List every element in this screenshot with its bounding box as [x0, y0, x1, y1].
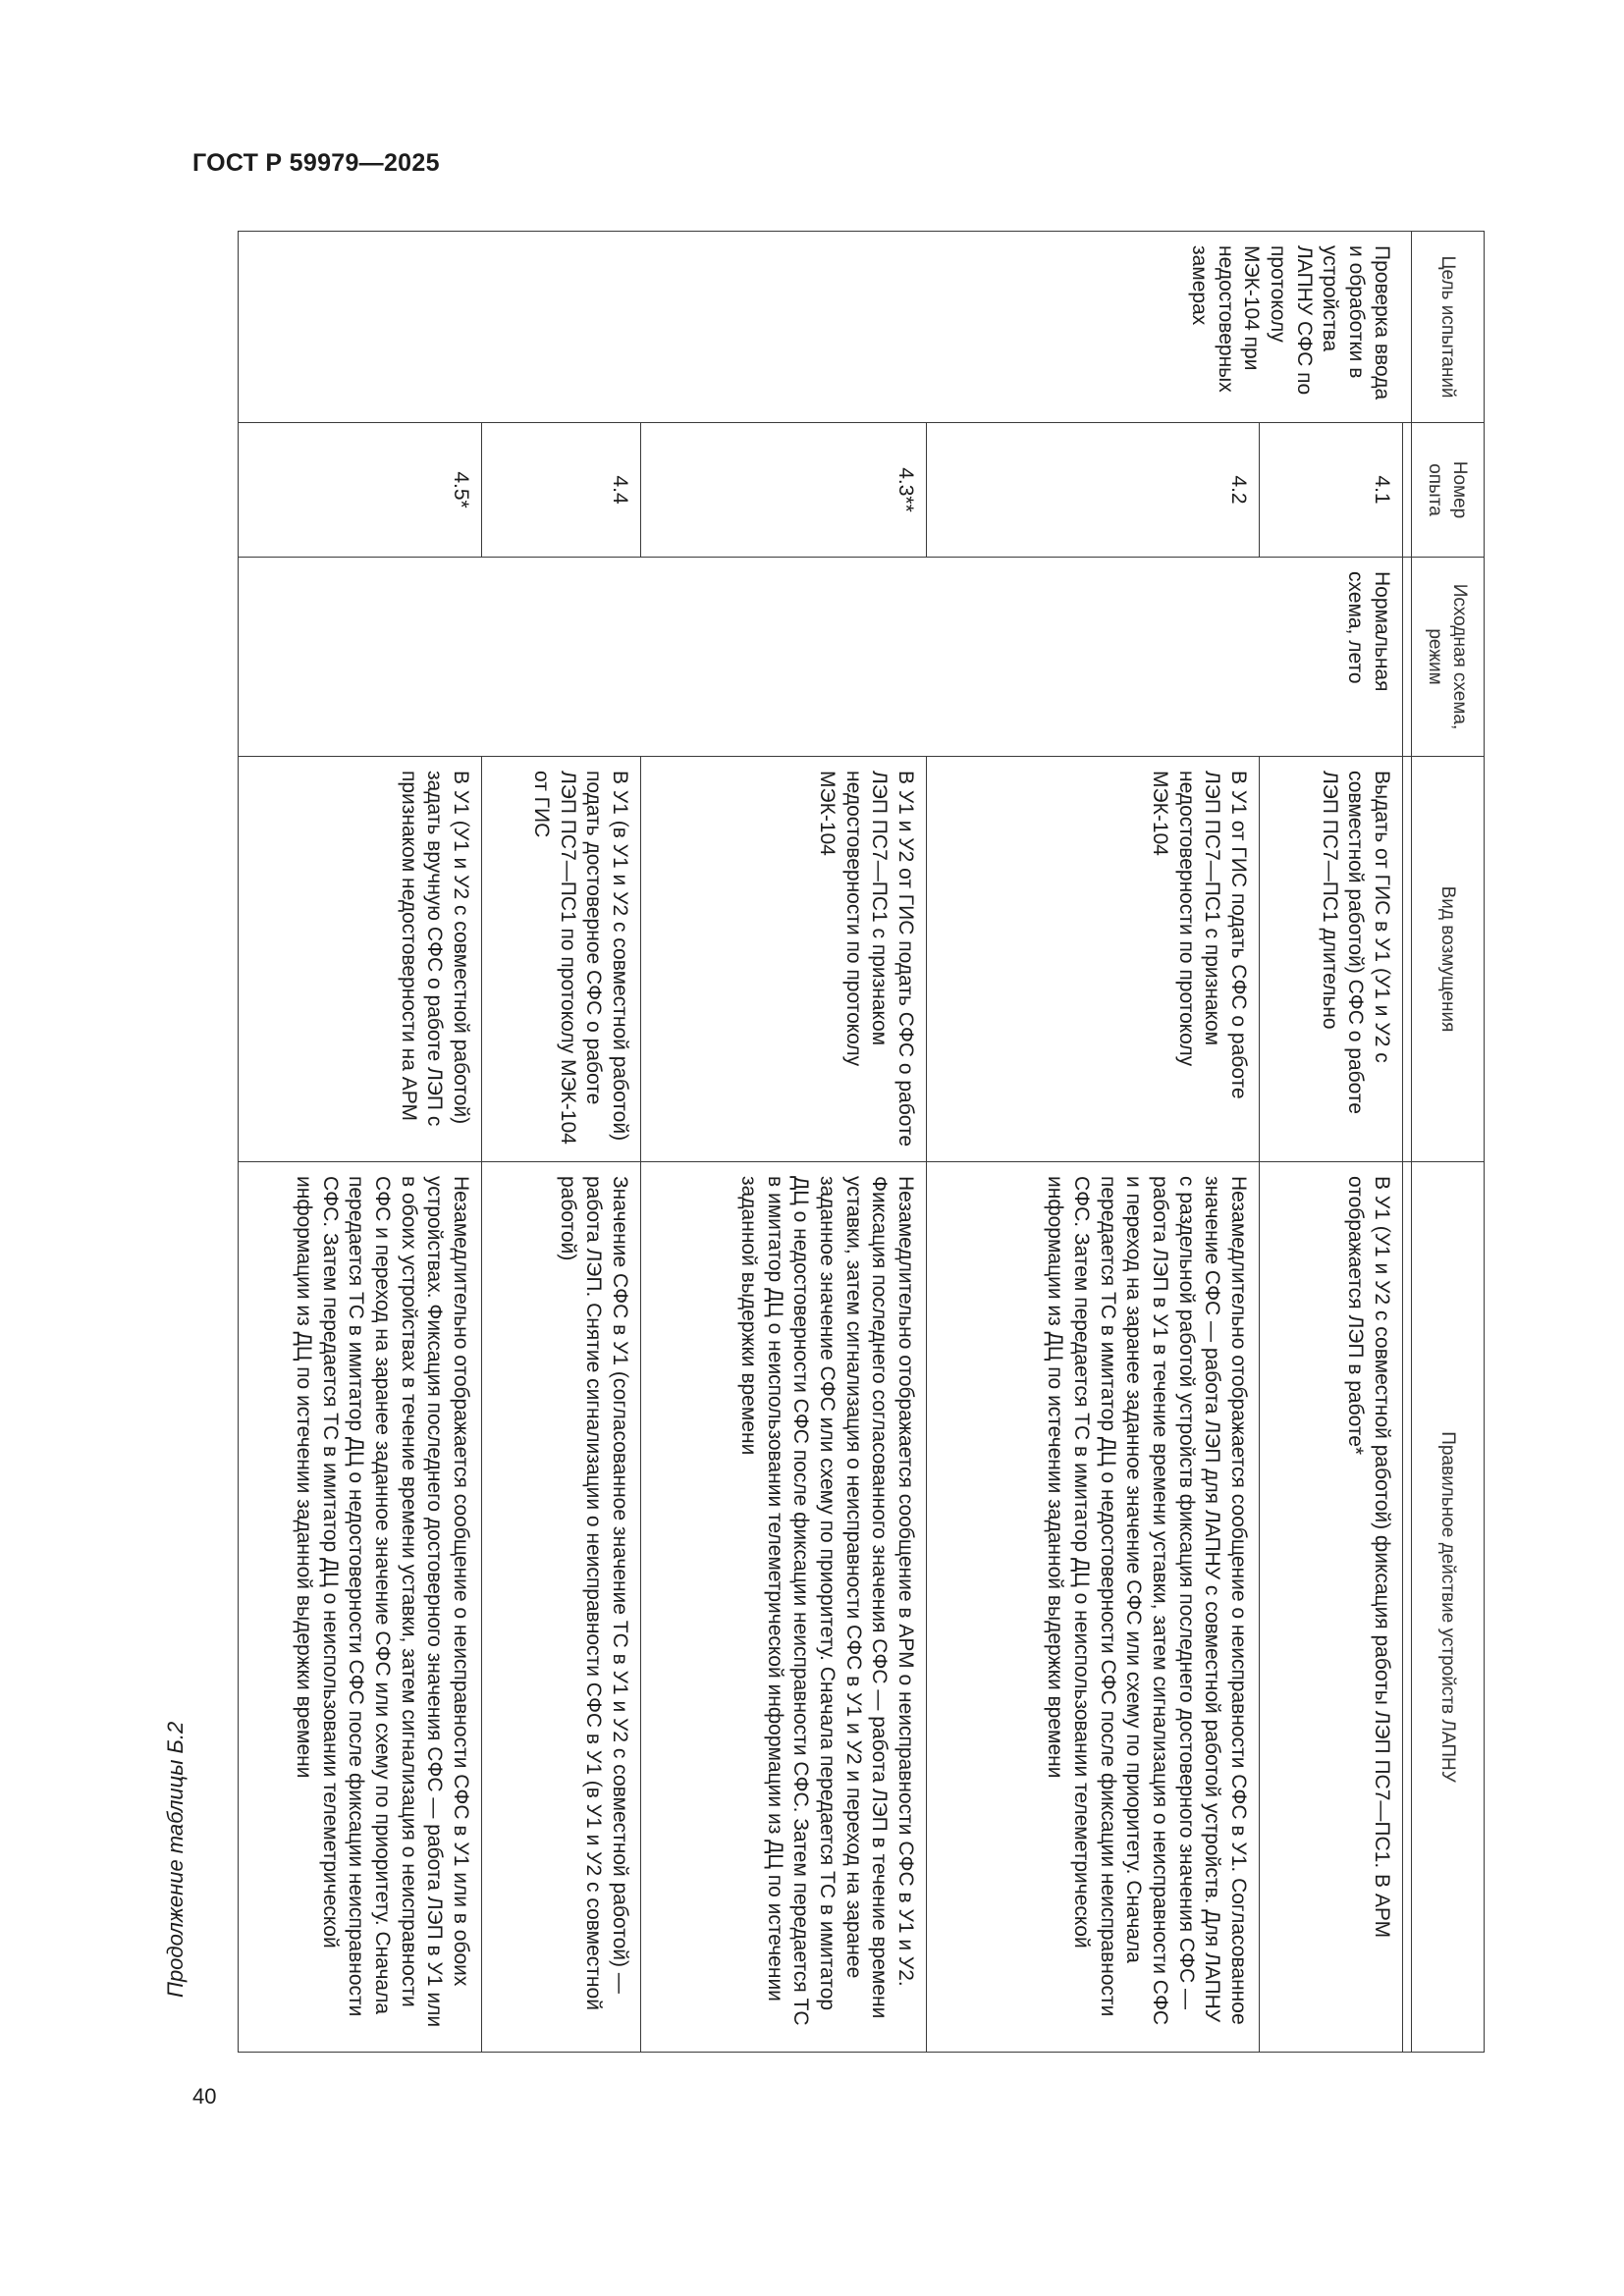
test-number: 4.3**	[641, 423, 927, 558]
table-row	[1260, 232, 1403, 2053]
table-row	[927, 232, 1260, 2053]
spacer-cell	[1403, 232, 1412, 423]
test-number: 4.5*	[239, 423, 482, 558]
spacer-cell	[1403, 757, 1412, 1162]
disturbance-cell: В У1 от ГИС подать СФС о работе ЛЭП ПС7—ПС1 с признаком недостоверности по протоколу МЭК-104	[927, 757, 1260, 1162]
header-number: Номер опыта	[1412, 423, 1485, 558]
spacer-cell	[1403, 558, 1412, 757]
table-row	[641, 232, 927, 2053]
action-cell: Незамедлительно отображается сообщение о неисправности СФС в У1 или в обоих устройствах. Фиксация последнего достоверного значения СФС — работа ЛЭП в У1 или в обоих устройствах в течение времени уставки, затем сигнализация о неисправности СФС и переход на заранее заданное значение СФС или схему по приоритету. Сначала передается ТС в имитатор ДЦ о недостоверности СФС после фиксации неисправности СФС. Затем передается ТС в имитатор ДЦ о неиспользовании телеметрической информации из ДЦ по истечении заданной выдержки времени	[239, 1162, 482, 2053]
header-scheme: Исходная схема, режим	[1412, 558, 1485, 757]
action-cell: Значение СФС в У1 (согласованное значение ТС в У1 и У2 с совместной работой) — работа ЛЭП. Снятие сигнализации о неисправности СФС в У1 (в У1 и У2 с совместной работой)	[482, 1162, 641, 2053]
header-disturbance: Вид возмущения	[1412, 757, 1485, 1162]
header-spacer-row	[1403, 232, 1412, 2053]
table-row	[239, 232, 482, 2053]
spacer-cell	[1403, 1162, 1412, 2053]
disturbance-cell: В У1 (в У1 и У2 с совместной работой) подать достоверное СФС о работе ЛЭП ПС7—ПС1 по протоколу МЭК-104 от ГИС	[482, 757, 641, 1162]
table-header-row	[1412, 232, 1485, 2053]
test-table	[238, 231, 1485, 2053]
header-goal: Цель испытаний	[1412, 232, 1485, 423]
goal-cell: Проверка ввода и обработки в устройства ЛАПНУ СФС по протоколу МЭК-104 при недостоверных замерах	[239, 232, 1403, 423]
page-number: 40	[192, 2084, 217, 2109]
action-cell: Незамедлительно отображается сообщение в АРМ о неисправности СФС в У1 и У2. Фиксация последнего согласованного значения СФС — работа ЛЭП в течение времени уставки, затем сигнализация о неисправности СФС в У1 и У2 и переход на заранее заданное значение СФС или схему по приоритету. Сначала передается ТС в имитатор ДЦ о недостоверности СФС после фиксации неисправности СФС. Затем передается ТС в имитатор ДЦ о неиспользовании телеметрической информации из ДЦ по истечении заданной выдержки времени	[641, 1162, 927, 2053]
disturbance-cell: В У1 (У1 и У2 с совместной работой) задать вручную СФС о работе ЛЭП с признаком недостоверности на АРМ	[239, 757, 482, 1162]
document-title: ГОСТ Р 59979—2025	[192, 149, 440, 177]
test-number: 4.4	[482, 423, 641, 558]
spacer-cell	[1403, 423, 1412, 558]
rotated-table-container	[240, 231, 1485, 2052]
scheme-cell: Нормальная схема, лето	[239, 558, 1403, 757]
disturbance-cell: Выдать от ГИС в У1 (У1 и У2 с совместной работой) СФС о работе ЛЭП ПС7—ПС1 длительно	[1260, 757, 1403, 1162]
table-continuation-label: Продолжение таблицы Б.2	[163, 1721, 188, 1998]
test-number: 4.2	[927, 423, 1260, 558]
action-cell: В У1 (У1 и У2 с совместной работой) фиксация работы ЛЭП ПС7—ПС1. В АРМ отображается ЛЭП в работе*	[1260, 1162, 1403, 2053]
disturbance-cell: В У1 и У2 от ГИС подать СФС о работе ЛЭП ПС7—ПС1 с признаком недостоверности по протоколу МЭК-104	[641, 757, 927, 1162]
header-action: Правильное действие устройств ЛАПНУ	[1412, 1162, 1485, 2053]
action-cell: Незамедлительно отображается сообщение о неисправности СФС в У1. Согласованное значение СФС — работа ЛЭП для ЛАПНУ с совместной работой устройств. Для ЛАПНУ с раздельной работой устройств фиксация последнего достоверного значения СФС — работа ЛЭП в У1 в течение времени уставки, затем сигнализация о неисправности СФС и переход на заранее заданное значение СФС или схему по приоритету. Сначала передается ТС в имитатор ДЦ о недостоверности СФС после фиксации неисправности СФС. Затем передается ТС в имитатор ДЦ о неиспользовании телеметрической информации из ДЦ по истечении заданной выдержки времени	[927, 1162, 1260, 2053]
table-row	[482, 232, 641, 2053]
test-number: 4.1	[1260, 423, 1403, 558]
